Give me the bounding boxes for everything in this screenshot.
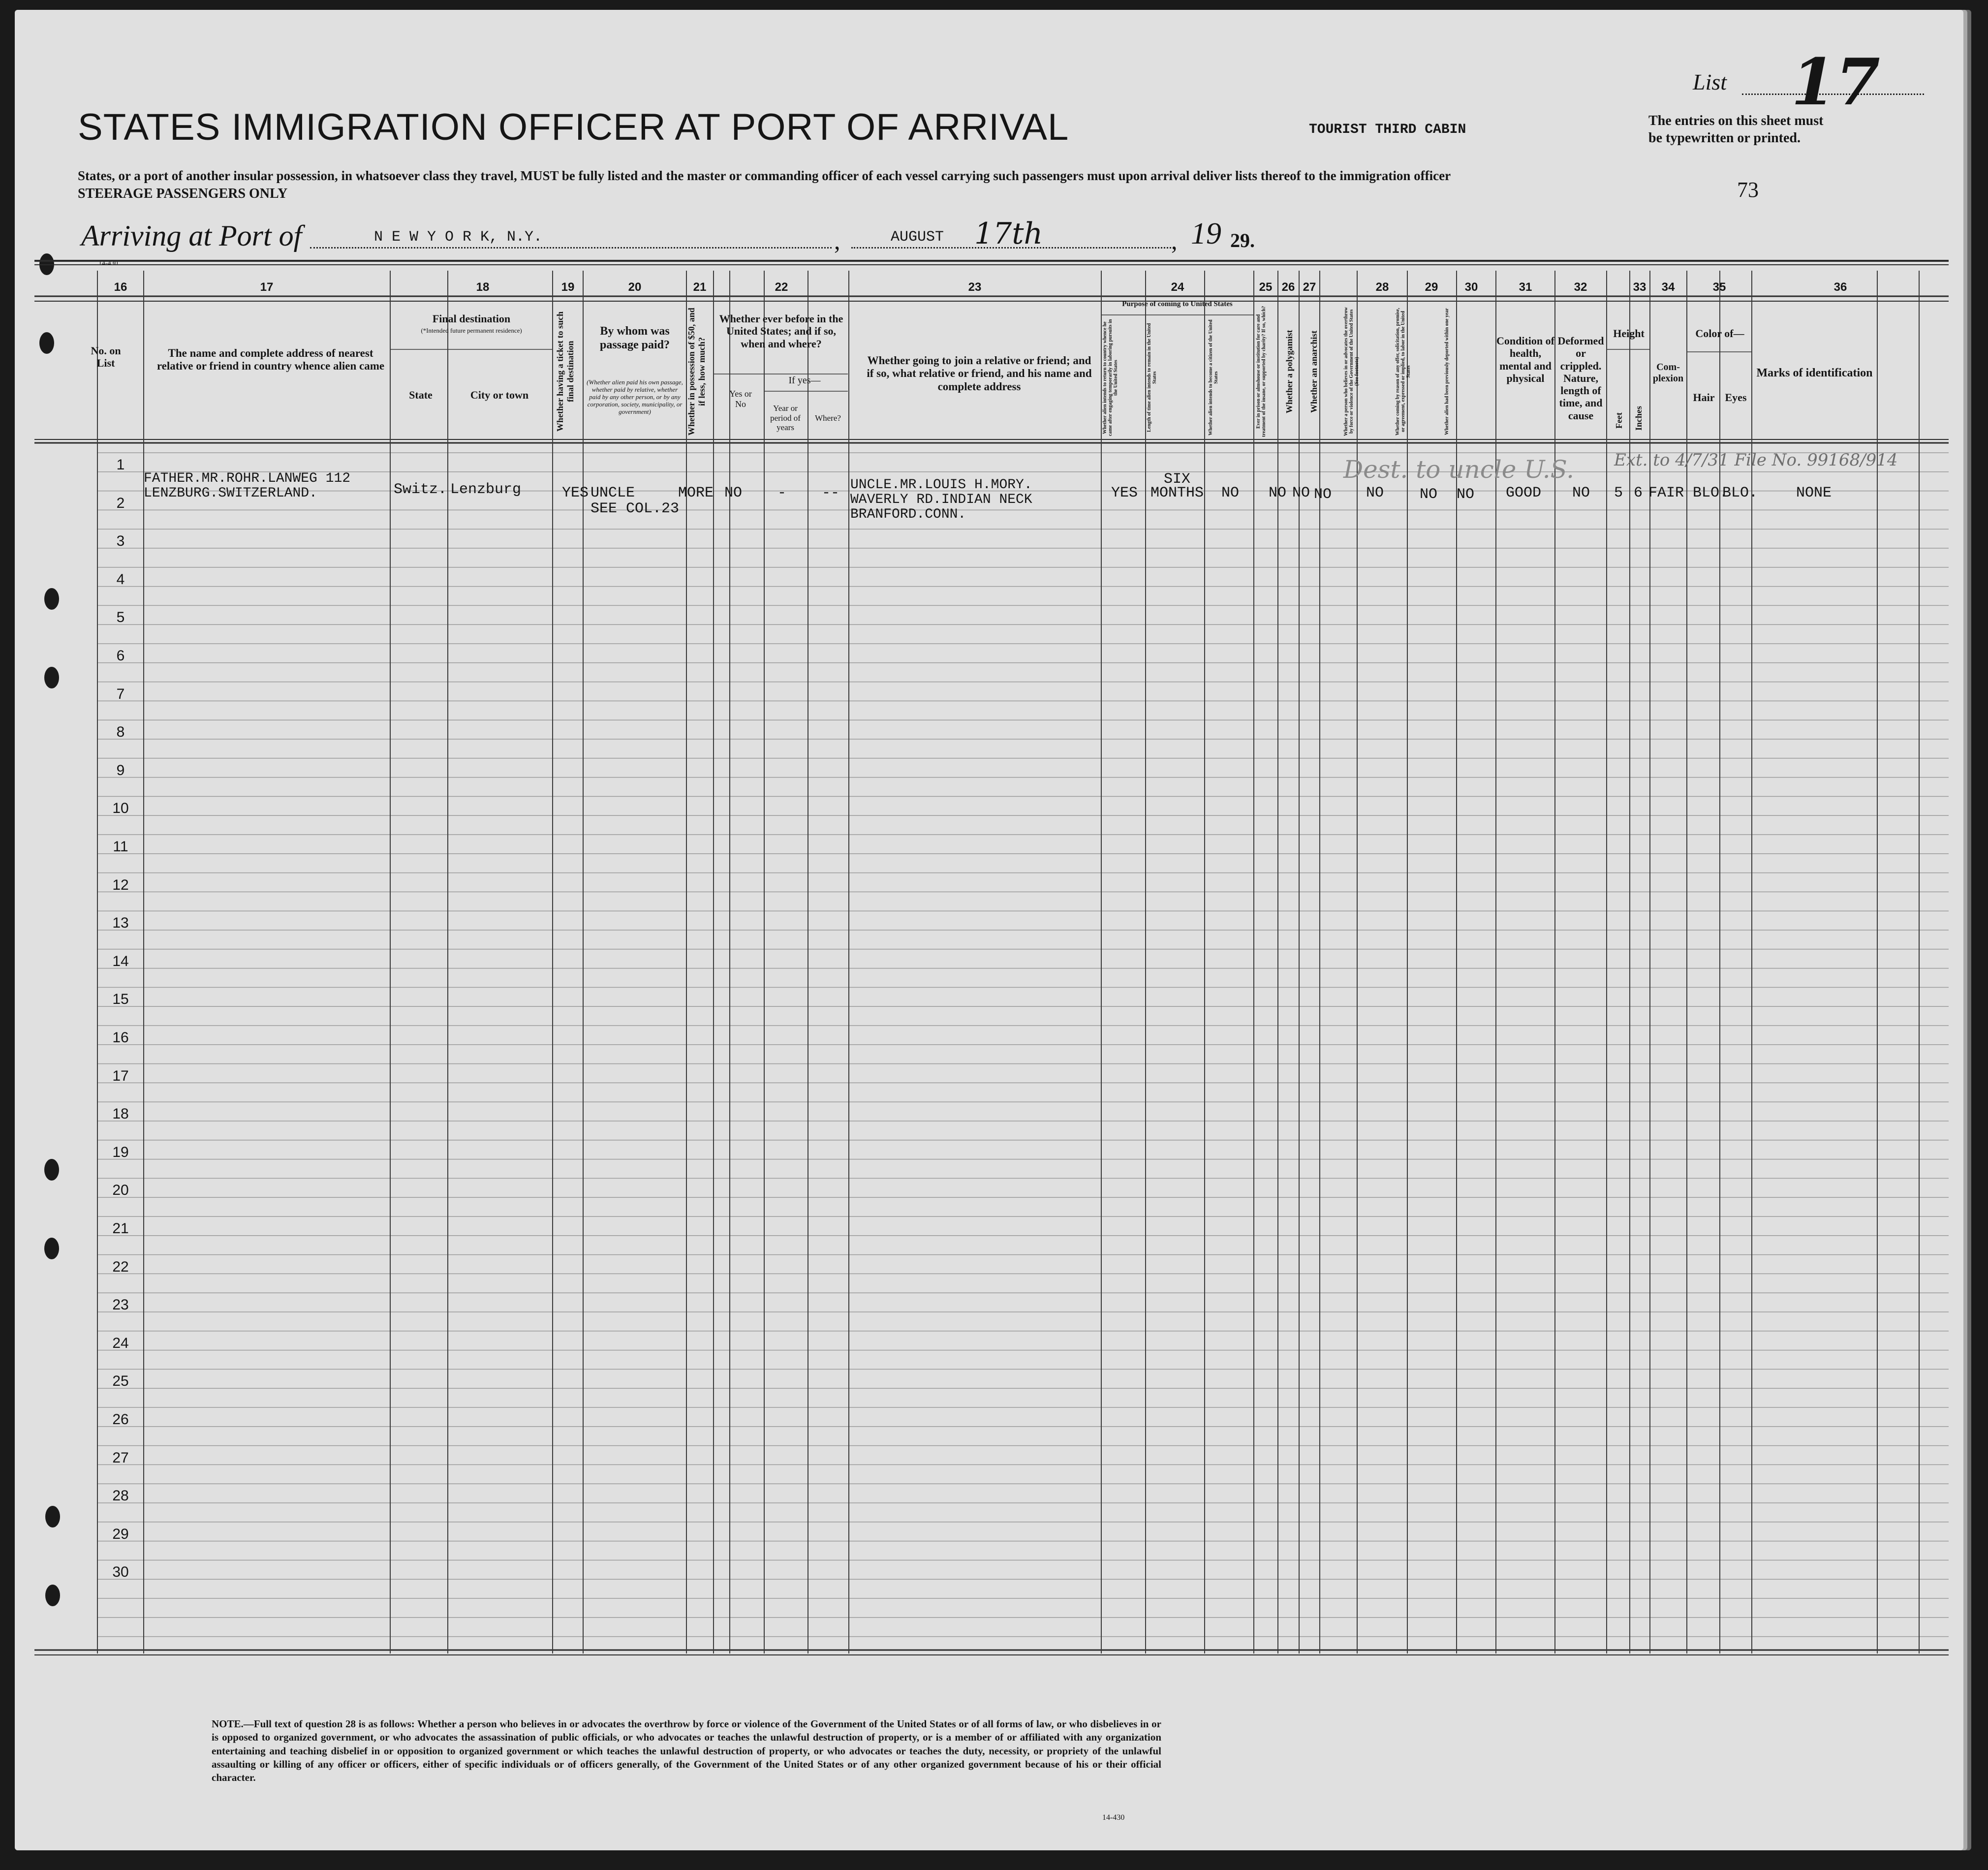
col35-eyes: Eyes — [1725, 391, 1747, 404]
row-number: 10 — [112, 800, 129, 817]
feet-value: 5 — [1614, 485, 1623, 501]
complexion-value: FAIR — [1648, 485, 1684, 501]
row-number: 11 — [113, 839, 128, 855]
arriving-label: Arriving at Port of — [81, 219, 302, 252]
row-number: 14 — [112, 953, 129, 969]
sheet-number: 73 — [1737, 178, 1759, 202]
citizen-value: NO — [1221, 485, 1240, 501]
join-line1: UNCLE.MR.LOUIS H.MORY. — [850, 477, 1032, 493]
col20-sub: (Whether alien paid his own passage, whether paid by relative, whether paid by any other person, or by any corporation, society, municipality, or government) — [587, 378, 683, 415]
row-number: 30 — [112, 1564, 129, 1581]
column-number-27: 27 — [1303, 280, 1316, 294]
overthrow-value: NO — [1366, 485, 1384, 501]
typed-annotation: Ext. to 4/7/31 File No. 99168/914 — [1614, 450, 1898, 470]
column-number-30: 30 — [1464, 280, 1478, 294]
col22-yesno: Yes or No — [729, 389, 752, 409]
column-number-34: 34 — [1661, 280, 1675, 294]
column-number-18: 18 — [476, 280, 490, 294]
entries-note-2: be typewritten or printed. — [1648, 130, 1801, 146]
column-number-26: 26 — [1281, 280, 1295, 294]
col18-state: State — [409, 389, 433, 401]
hair-value: BLO. — [1693, 485, 1729, 501]
row-number: 9 — [116, 762, 125, 779]
row-number: 27 — [112, 1449, 129, 1466]
year-prefix: 19 — [1191, 217, 1221, 250]
dest-city: Lenzburg — [450, 481, 522, 498]
column-number-25: 25 — [1259, 280, 1273, 294]
list-number: 17 — [1791, 44, 1880, 120]
column-number-23: 23 — [968, 280, 982, 294]
manifest-sheet — [15, 10, 1963, 1850]
col24-return: Whether alien intends to return to country whence he came after engaging temporarily in laboring pursuits in the United States — [1102, 319, 1118, 436]
col28-header: Whether a person who believes in or advocates the overthrow by force or violence of the Government of the United States (See footnote) — [1343, 307, 1360, 436]
row-number: 15 — [112, 991, 129, 1008]
col34-header: Com-plexion — [1652, 362, 1684, 384]
row-number: 24 — [112, 1335, 129, 1351]
column-number-29: 29 — [1425, 280, 1438, 294]
col36-header: Marks of identification — [1756, 367, 1873, 379]
col27-header: Whether an anarchist — [1309, 330, 1319, 413]
column-number-36: 36 — [1833, 280, 1847, 294]
column-number-28: 28 — [1375, 280, 1389, 294]
row-number: 12 — [112, 876, 129, 893]
eyes-value: BLO. — [1722, 485, 1758, 501]
period-value: - — [777, 485, 787, 501]
list-label: List — [1693, 69, 1727, 94]
money-value: MORE — [678, 485, 714, 501]
comma-2: , — [1171, 227, 1178, 254]
row-number: 6 — [116, 648, 125, 664]
row-number: 17 — [112, 1067, 129, 1084]
row-number: 1 — [116, 457, 125, 473]
col33-feet: Feet — [1614, 412, 1624, 429]
col32-header: Deformed or crippled. Nature, length of time, and cause — [1557, 335, 1604, 422]
row-number: 18 — [112, 1106, 129, 1122]
steerage-text: STEERAGE PASSENGERS ONLY — [78, 186, 288, 201]
col22-period: Year or period of years — [770, 404, 801, 433]
relative-address-line1: FATHER.MR.ROHR.LANWEG 112 — [144, 471, 351, 486]
column-number-17: 17 — [260, 280, 274, 294]
join-line2: WAVERLY RD.INDIAN NECK — [850, 492, 1032, 507]
ticket-value: YES — [562, 485, 589, 501]
row-number: 28 — [112, 1488, 129, 1504]
row-number: 29 — [112, 1526, 129, 1542]
cabin-class: TOURIST THIRD CABIN — [1309, 122, 1466, 137]
col22-header: Whether ever before in the United States; and if so, when and where? — [719, 312, 843, 350]
row-number: 4 — [116, 571, 125, 588]
health-value: GOOD — [1506, 485, 1542, 501]
col18-city: City or town — [470, 389, 529, 401]
col30-header: Whether alien had been previously deported within one year — [1444, 308, 1450, 435]
inches-value: 6 — [1634, 485, 1643, 501]
prison-value: NO — [1269, 485, 1287, 501]
deported-value: NO — [1457, 486, 1475, 503]
row-number: 25 — [112, 1373, 129, 1390]
form-code-bottom: 14-430 — [1102, 1813, 1125, 1822]
row-number: 16 — [112, 1029, 129, 1046]
relative-address-line2: LENZBURG.SWITZERLAND. — [144, 486, 317, 501]
form-title: STATES IMMIGRATION OFFICER AT PORT OF ARRIVAL — [78, 106, 1069, 148]
column-number-19: 19 — [561, 280, 575, 294]
col18-header: Final destination — [432, 312, 511, 325]
handwritten-annotation: Dest. to uncle U.S. — [1343, 455, 1574, 484]
paid-by-line1: UNCLE — [590, 485, 635, 501]
col17-header: The name and complete address of nearest relative or friend in country whence alien came — [156, 347, 385, 373]
form-code-top: 14-430 — [98, 260, 118, 267]
column-number-35: 35 — [1712, 280, 1726, 294]
col24-header: Purpose of coming to United States — [1122, 300, 1233, 308]
comma: , — [834, 227, 840, 254]
column-number-20: 20 — [628, 280, 642, 294]
col33-inches: Inches — [1634, 406, 1644, 431]
instruction-text: States, or a port of another insular possession, in whatsoever class they travel, MUST be fully listed and the master or commanding officer of each vessel carrying such passengers must upon arrival deliver lists thereof to the immigration officer — [78, 168, 1451, 183]
dest-state: Switz. — [394, 481, 447, 498]
col31-header: Condition of health, mental and physical — [1496, 335, 1554, 384]
port-value: N E W Y O R K, N.Y. — [374, 229, 543, 246]
row-number: 21 — [112, 1220, 129, 1237]
col18-sub: (*Intended future permanent residence) — [421, 327, 522, 334]
date-day: 17th — [974, 217, 1043, 251]
col24-citizen: Whether alien intends to become a citizen of the United States — [1208, 319, 1219, 436]
row-number: 7 — [116, 686, 125, 702]
column-number-31: 31 — [1519, 280, 1532, 294]
column-number-32: 32 — [1574, 280, 1587, 294]
row-number: 8 — [116, 724, 125, 741]
join-line3: BRANFORD.CONN. — [850, 507, 966, 522]
polygamist-value: NO — [1292, 485, 1310, 501]
marks-value: NONE — [1796, 485, 1832, 501]
col16-header: No. on List — [91, 344, 121, 370]
before-us-value: NO — [724, 485, 743, 501]
row-number: 22 — [112, 1258, 129, 1275]
col35-header: Color of— — [1695, 327, 1744, 340]
col22-ifyes: If yes— — [788, 375, 821, 386]
row-number: 5 — [116, 609, 125, 626]
footnote: NOTE.—Full text of question 28 is as follows: Whether a person who believes in or advocates the overthrow by force or violence of the Government of the United States or of all forms of law, or who disbelieves in or is opposed to organized government, or who advocates the assassination of public officials, or who advocates or teaches the unlawful destruction of property, or is a member of or affiliated with any organization entertaining and teaching disbelief in or opposition to organized government or which teaches the unlawful destruction of property, or who advocates or teaches the duty, necessity, or propriety of the unlawful assaulting or killing of any officer or officers, either of specific individuals or of officers generally, of the Government of the United States or of any other organized government because of his or their official character. — [212, 1718, 1161, 1784]
return-value: YES — [1111, 485, 1138, 501]
col33-header: Height — [1613, 327, 1645, 340]
paid-by-line2: SEE COL.23 — [590, 500, 680, 517]
row-number: 19 — [112, 1144, 129, 1160]
where-value: -- — [822, 485, 840, 501]
column-number-24: 24 — [1171, 280, 1184, 294]
row-number: 2 — [116, 495, 125, 511]
col19-header: Whether having a ticket to such final destination — [555, 311, 575, 432]
offer-value: NO — [1420, 486, 1438, 503]
col21-header: Whether in possession of $50, and if less, how much? — [686, 308, 707, 436]
col25-header: Ever in prison or almshouse or institution for care and treatment of the insane, or supported by charity? If so, which? — [1256, 306, 1267, 437]
length-line1: SIX — [1164, 471, 1191, 488]
row-number: 23 — [112, 1297, 129, 1313]
col23-header: Whether going to join a relative or friend; and if so, what relative or friend, and his name and complete address — [867, 354, 1092, 393]
column-number-22: 22 — [775, 280, 788, 294]
row-number: 13 — [112, 915, 129, 932]
col35-hair: Hair — [1693, 391, 1715, 404]
col22-where: Where? — [815, 413, 841, 423]
deformed-value: NO — [1572, 485, 1590, 501]
date-month: AUGUST — [891, 229, 944, 246]
column-number-21: 21 — [693, 280, 707, 294]
year-suffix: 29. — [1230, 229, 1255, 251]
length-line2: MONTHS — [1150, 485, 1204, 501]
column-number-16: 16 — [114, 280, 127, 294]
row-number: 20 — [112, 1182, 129, 1199]
col29-header: Whether coming by reason of any offer, solicitation, promise, or agreement, expressed or implied, to labor in the United States — [1395, 308, 1411, 436]
entries-note-1: The entries on this sheet must — [1648, 113, 1824, 128]
col20-header: By whom was passage paid? — [599, 325, 670, 351]
row-number: 3 — [116, 533, 125, 550]
column-number-33: 33 — [1633, 280, 1646, 294]
row-number: 26 — [112, 1411, 129, 1428]
anarchist-value: NO — [1314, 486, 1332, 503]
col26-header: Whether a polygamist — [1284, 330, 1294, 413]
col24-length: Length of time alien intends to remain in the United States — [1147, 323, 1157, 433]
